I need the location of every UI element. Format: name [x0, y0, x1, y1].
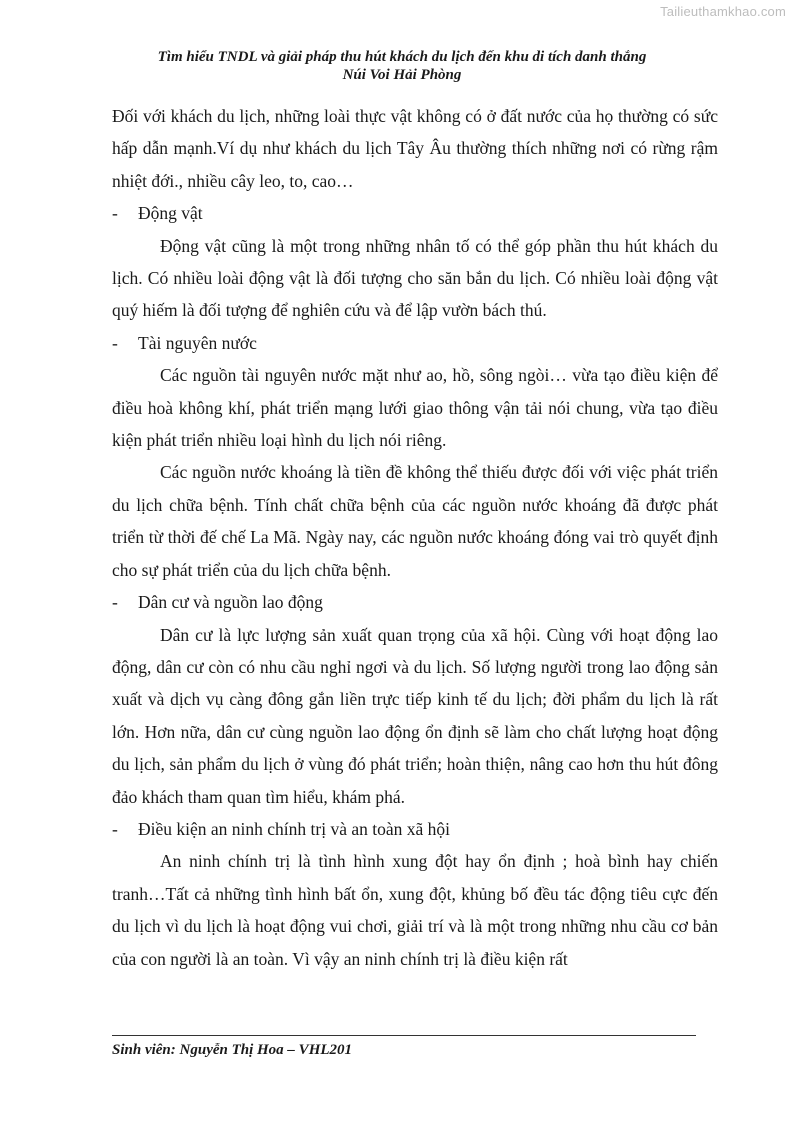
paragraph-population: Dân cư là lực lượng sản xuất quan trọng của xã hội. Cùng với hoạt động lao động, dân cư còn có nhu cầu nghỉ ngơi và du lịch. Số lượng người trong lao động sản xuất và dịch vụ càng đông gắn liền trực tiếp kinh tế du lịch; đời phẩm du lịch là rất lớn. Hơn nữa, dân cư cùng nguồn lao động ổn định sẽ làm cho chất lượng hoạt động du lịch, sản phẩm du lịch ở vùng đó phát triển; hoàn thiện, nâng cao hơn thu hút đông đảo khách tham quan tìm hiểu, khám phá. [112, 624, 718, 807]
footer-divider [112, 1035, 696, 1036]
header-line-1: Tìm hiểu TNDL và giải pháp thu hút khách du lịch đến khu di tích danh thắng [157, 49, 647, 65]
bullet-animals [112, 197, 718, 229]
bullet-label: Động vật [138, 203, 203, 224]
bullet-dash: - [112, 203, 118, 224]
paragraph-surface-water: Các nguồn tài nguyên nước mặt như ao, hồ, sông ngòi… vừa tạo điều kiện để điều hoà không khí, phát triển mạng lưới giao thông vận tải nói chung, vừa tạo điều kiện phát triển nhiều loại hình du lịch nói riêng. [112, 365, 718, 451]
bullet-security [112, 813, 718, 845]
paragraph-security: An ninh chính trị là tình hình xung đột hay ổn định ; hoà bình hay chiến tranh…Tất cả những tình hình bất ổn, xung đột, khủng bố đều tác động tiêu cực đến du lịch vì du lịch là hoạt động vui chơi, giải trí và là một trong những nhu cầu cơ bản của con người là an toàn. Vì vậy an ninh chính trị là điều kiện rất [112, 851, 718, 969]
bullet-dash: - [112, 592, 118, 613]
paragraph-animals: Động vật cũng là một trong những nhân tố có thể góp phần thu hút khách du lịch. Có nhiều loài động vật là đối tượng cho săn bắn du lịch. Có nhiều loài động vật quý hiếm là đối tượng để nghiên cứu và để lập vườn bách thú. [112, 235, 718, 321]
bullet-water [112, 327, 718, 359]
bullet-label: Điều kiện an ninh chính trị và an toàn xã hội [138, 818, 451, 839]
header-line-2: Núi Voi Hải Phòng [342, 67, 462, 83]
page-footer: Sinh viên: Nguyễn Thị Hoa – VHL201 [112, 1042, 353, 1058]
bullet-dash: - [112, 332, 118, 353]
paragraph-plants: Đối với khách du lịch, những loài thực vật không có ở đất nước của họ thường có sức hấp dẫn mạnh.Ví dụ như khách du lịch Tây Âu thường thích những nơi có rừng rậm nhiệt đới., nhiều cây leo, to, cao… [112, 106, 718, 191]
bullet-label: Dân cư và nguồn lao động [138, 592, 323, 613]
bullet-dash: - [112, 818, 118, 839]
watermark: Tailieuthamkhao.com [660, 4, 786, 19]
bullet-label: Tài nguyên nước [138, 332, 257, 353]
bullet-population [112, 586, 718, 618]
paragraph-mineral-water: Các nguồn nước khoáng là tiền đề không thể thiếu được đối với việc phát triển du lịch chữa bệnh. Tính chất chữa bệnh của các nguồn nước khoáng đã được phát triển từ thời đế chế La Mã. Ngày nay, các nguồn nước khoáng đóng vai trò quyết định cho sự phát triển của du lịch chữa bệnh. [112, 462, 718, 580]
document-body [112, 100, 718, 975]
page-header [112, 48, 692, 84]
